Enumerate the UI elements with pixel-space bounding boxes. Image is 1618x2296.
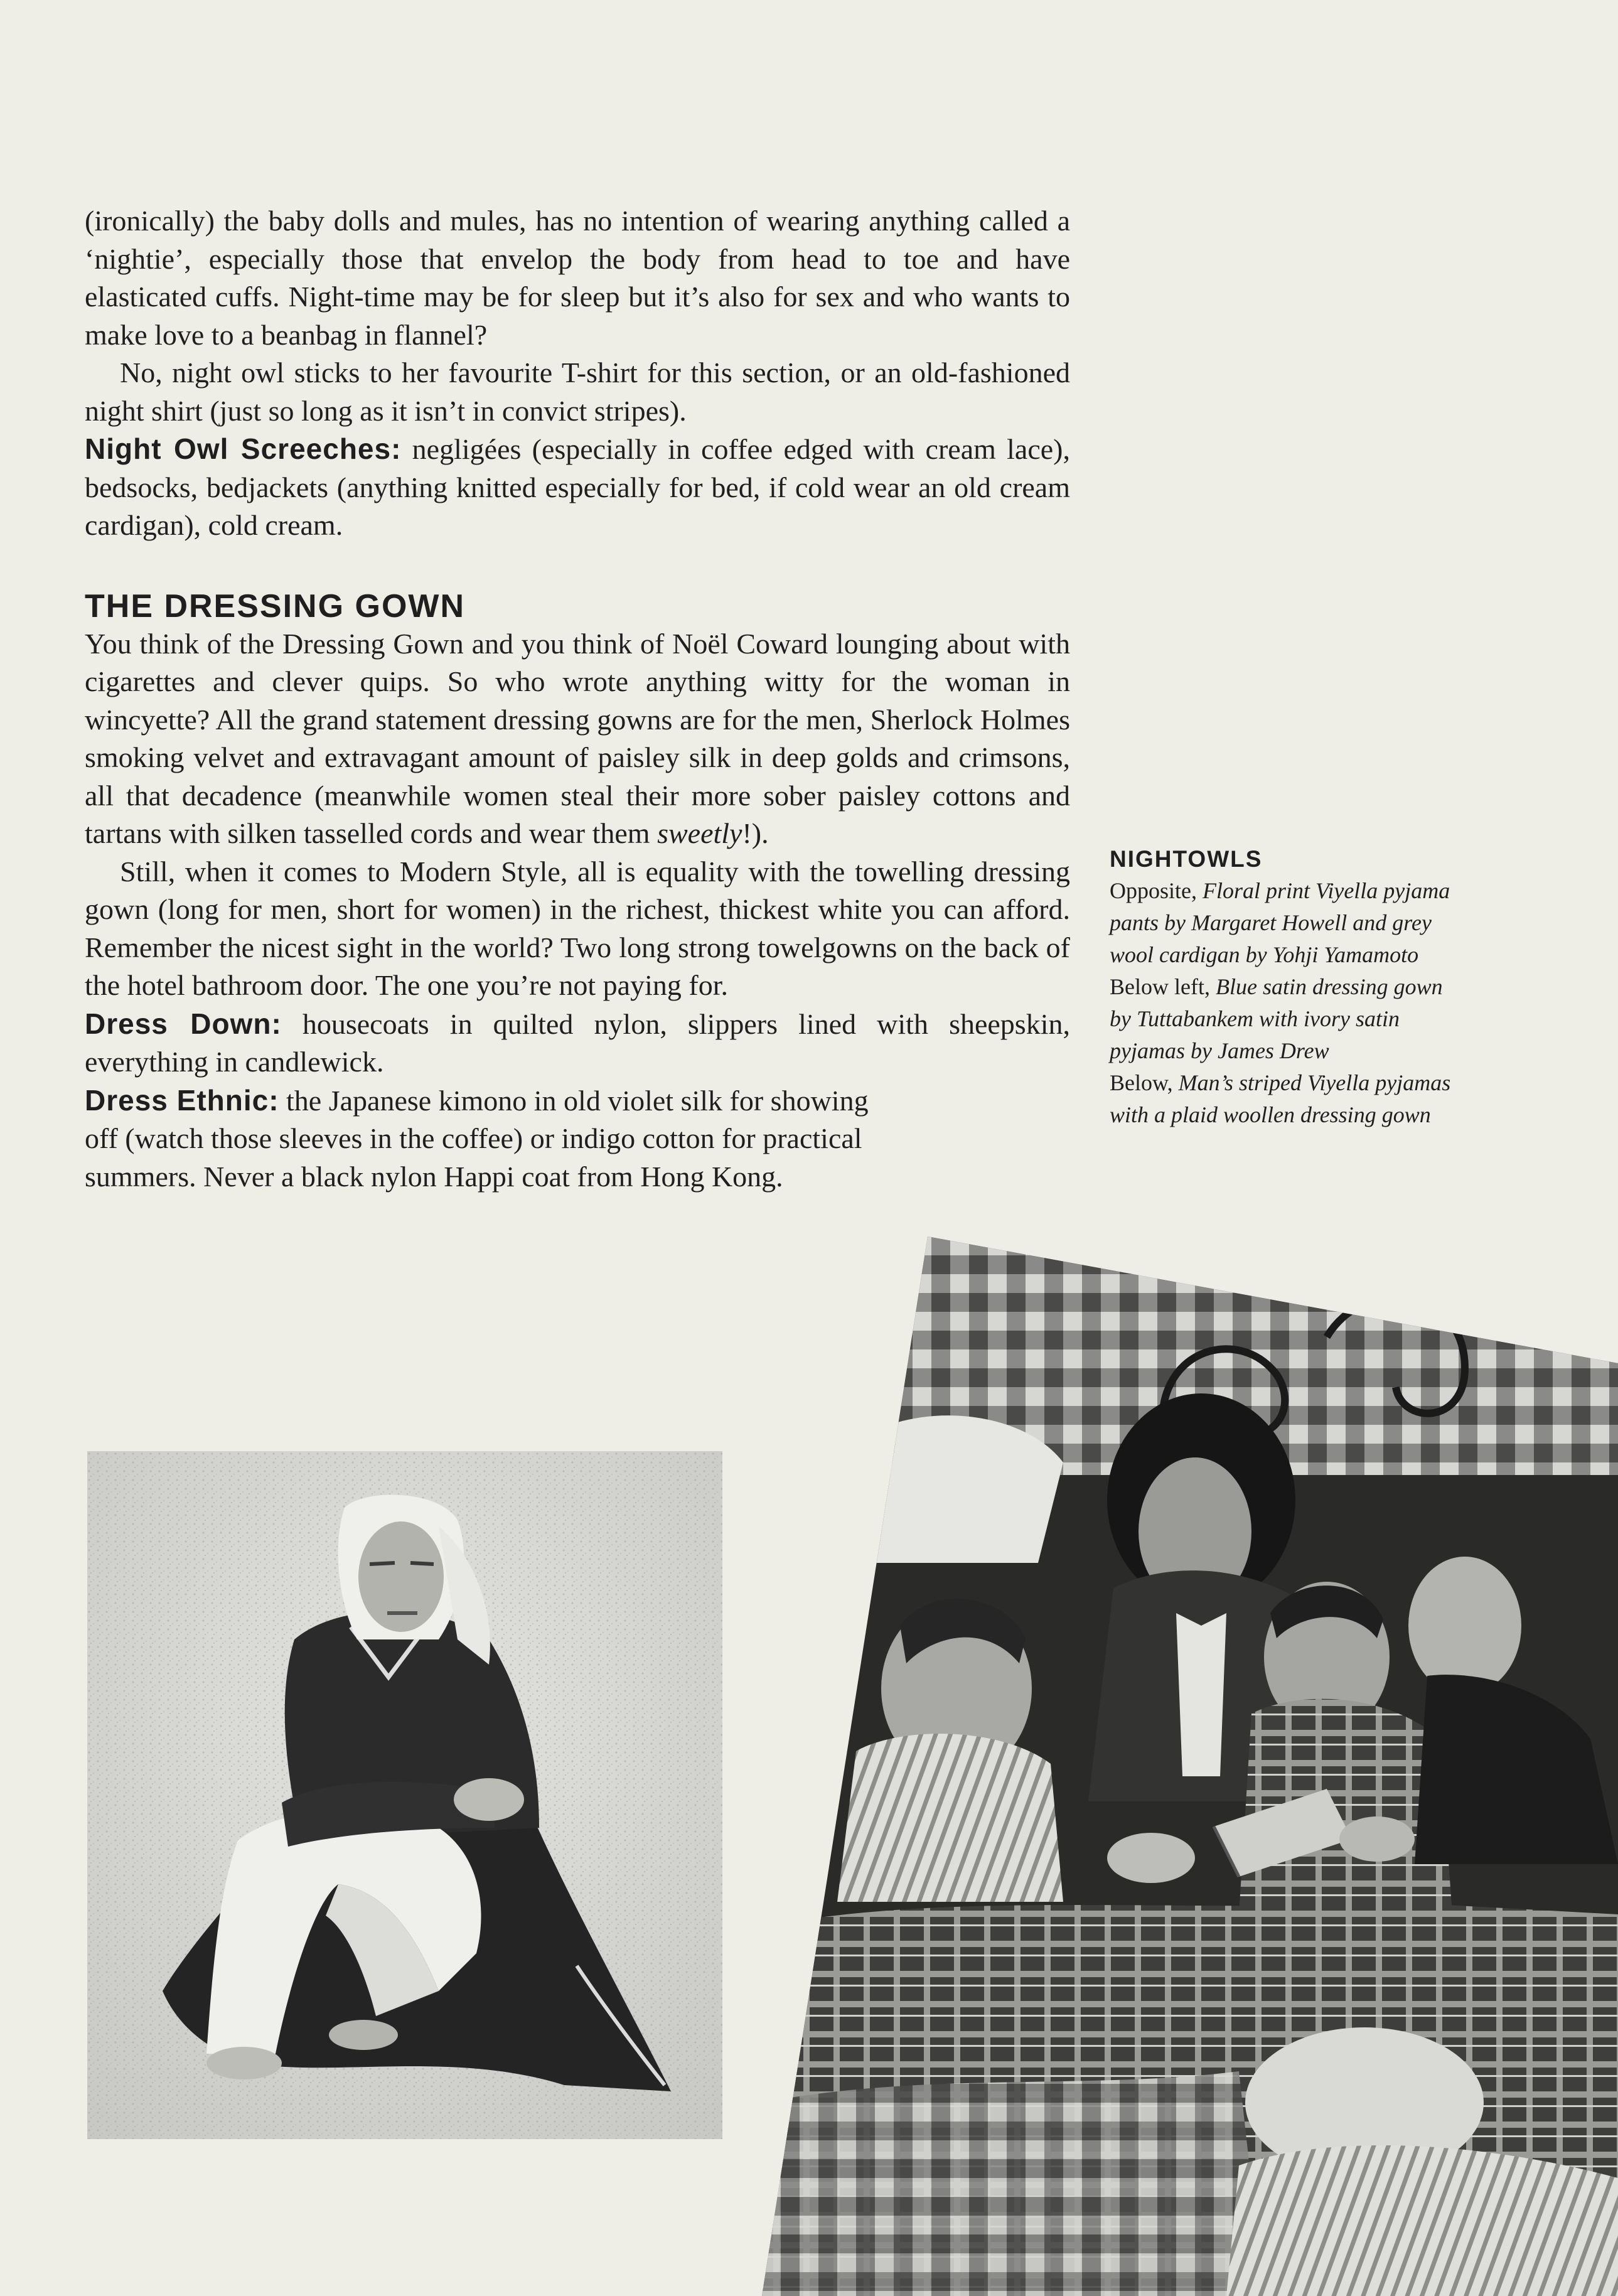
intro-paragraph-2: No, night owl sticks to her favourite T-shirt for this section, or an old-fashioned night shirt (just so long as it isn’t in convict stripes). (85, 357, 1070, 427)
caption-opposite-prefix: Opposite, (1110, 878, 1203, 903)
caption-below-text: Man’s striped Viyella pyjamas with a plaid woollen dressing gown (1110, 1070, 1451, 1127)
caption-below-left-text: Blue satin dressing gown by Tuttabankem with ivory satin pyjamas by James Drew (1110, 974, 1443, 1063)
dressing-gown-text-a: You think of the Dressing Gown and you think of Noël Coward lounging about with cigarettes and clever quips. So who wrote anything witty for the woman in wincyette? All the grand statement dressing gowns are for the men, Sherlock Holmes smoking velvet and extravagant amount of paisley silk in deep golds and crimsons, all that decadence (meanwhile women steal their more sober paisley cottons and tartans with silken tasselled cords and wear them (85, 627, 1070, 849)
dressing-gown-emphasis: sweetly (657, 817, 742, 849)
dress-ethnic-paragraph (85, 1081, 1070, 1120)
screeches-paragraph (85, 430, 1070, 545)
dress-down-text: housecoats in quilted nylon, slippers lined with sheepskin, everything in candlewick. (85, 1007, 1070, 1078)
photo-family-in-bed (762, 1237, 1618, 2296)
caption-below-left-prefix: Below left, (1110, 974, 1216, 999)
screeches-label: Night Owl Screeches: (85, 432, 402, 465)
caption-below-left (1110, 971, 1461, 1067)
caption-title: NIGHTOWLS (1110, 846, 1263, 872)
dress-ethnic-continuation: off (watch those sleeves in the coffee) or indigo cotton for practical summers. Never a black nylon Happi coat from Hong Kong. (85, 1122, 862, 1193)
section-heading: THE DRESSING GOWN (85, 587, 466, 625)
dressing-gown-paragraph-2: Still, when it comes to Modern Style, all is equality with the towelling dressing gown (long for men, short for women) in the richest, thickest white you can afford. Remember the nicest sight in the world? Two long strong towelgowns on the back of the hotel bathroom door. The one you’re not paying for. (85, 855, 1070, 1001)
dress-ethnic-text-1: the Japanese kimono in old violet silk for showing (279, 1084, 869, 1117)
caption-below-prefix: Below, (1110, 1070, 1179, 1095)
caption-opposite-text: Floral print Viyella pyjama pants by Margaret Howell and grey wool cardigan by Yohji Yamamoto (1110, 878, 1450, 967)
caption-opposite (1110, 875, 1461, 971)
dress-down-paragraph (85, 1005, 1070, 1081)
caption-below (1110, 1067, 1461, 1131)
dress-down-label: Dress Down: (85, 1007, 282, 1040)
photo-caption (1110, 844, 1461, 1131)
dressing-gown-paragraph-1 (85, 625, 1070, 853)
photo-woman-on-beach (87, 1451, 722, 2139)
screeches-text: negligées (especially in coffee edged with cream lace), bedsocks, bedjackets (anything knitted especially for bed, if cold wear an old cream cardigan), cold cream. (85, 433, 1071, 541)
dress-ethnic-label: Dress Ethnic: (85, 1083, 279, 1117)
dressing-gown-text-b: !). (742, 817, 769, 849)
intro-paragraph-1: (ironically) the baby dolls and mules, has no intention of wearing anything called a ‘nightie’, especially those that envelop the body from head to toe and have elasticated cuffs. Night-time may be for sleep but it’s also for sex and who wants to make love to a beanbag in flannel? (85, 205, 1070, 351)
article-body (85, 202, 1070, 1196)
